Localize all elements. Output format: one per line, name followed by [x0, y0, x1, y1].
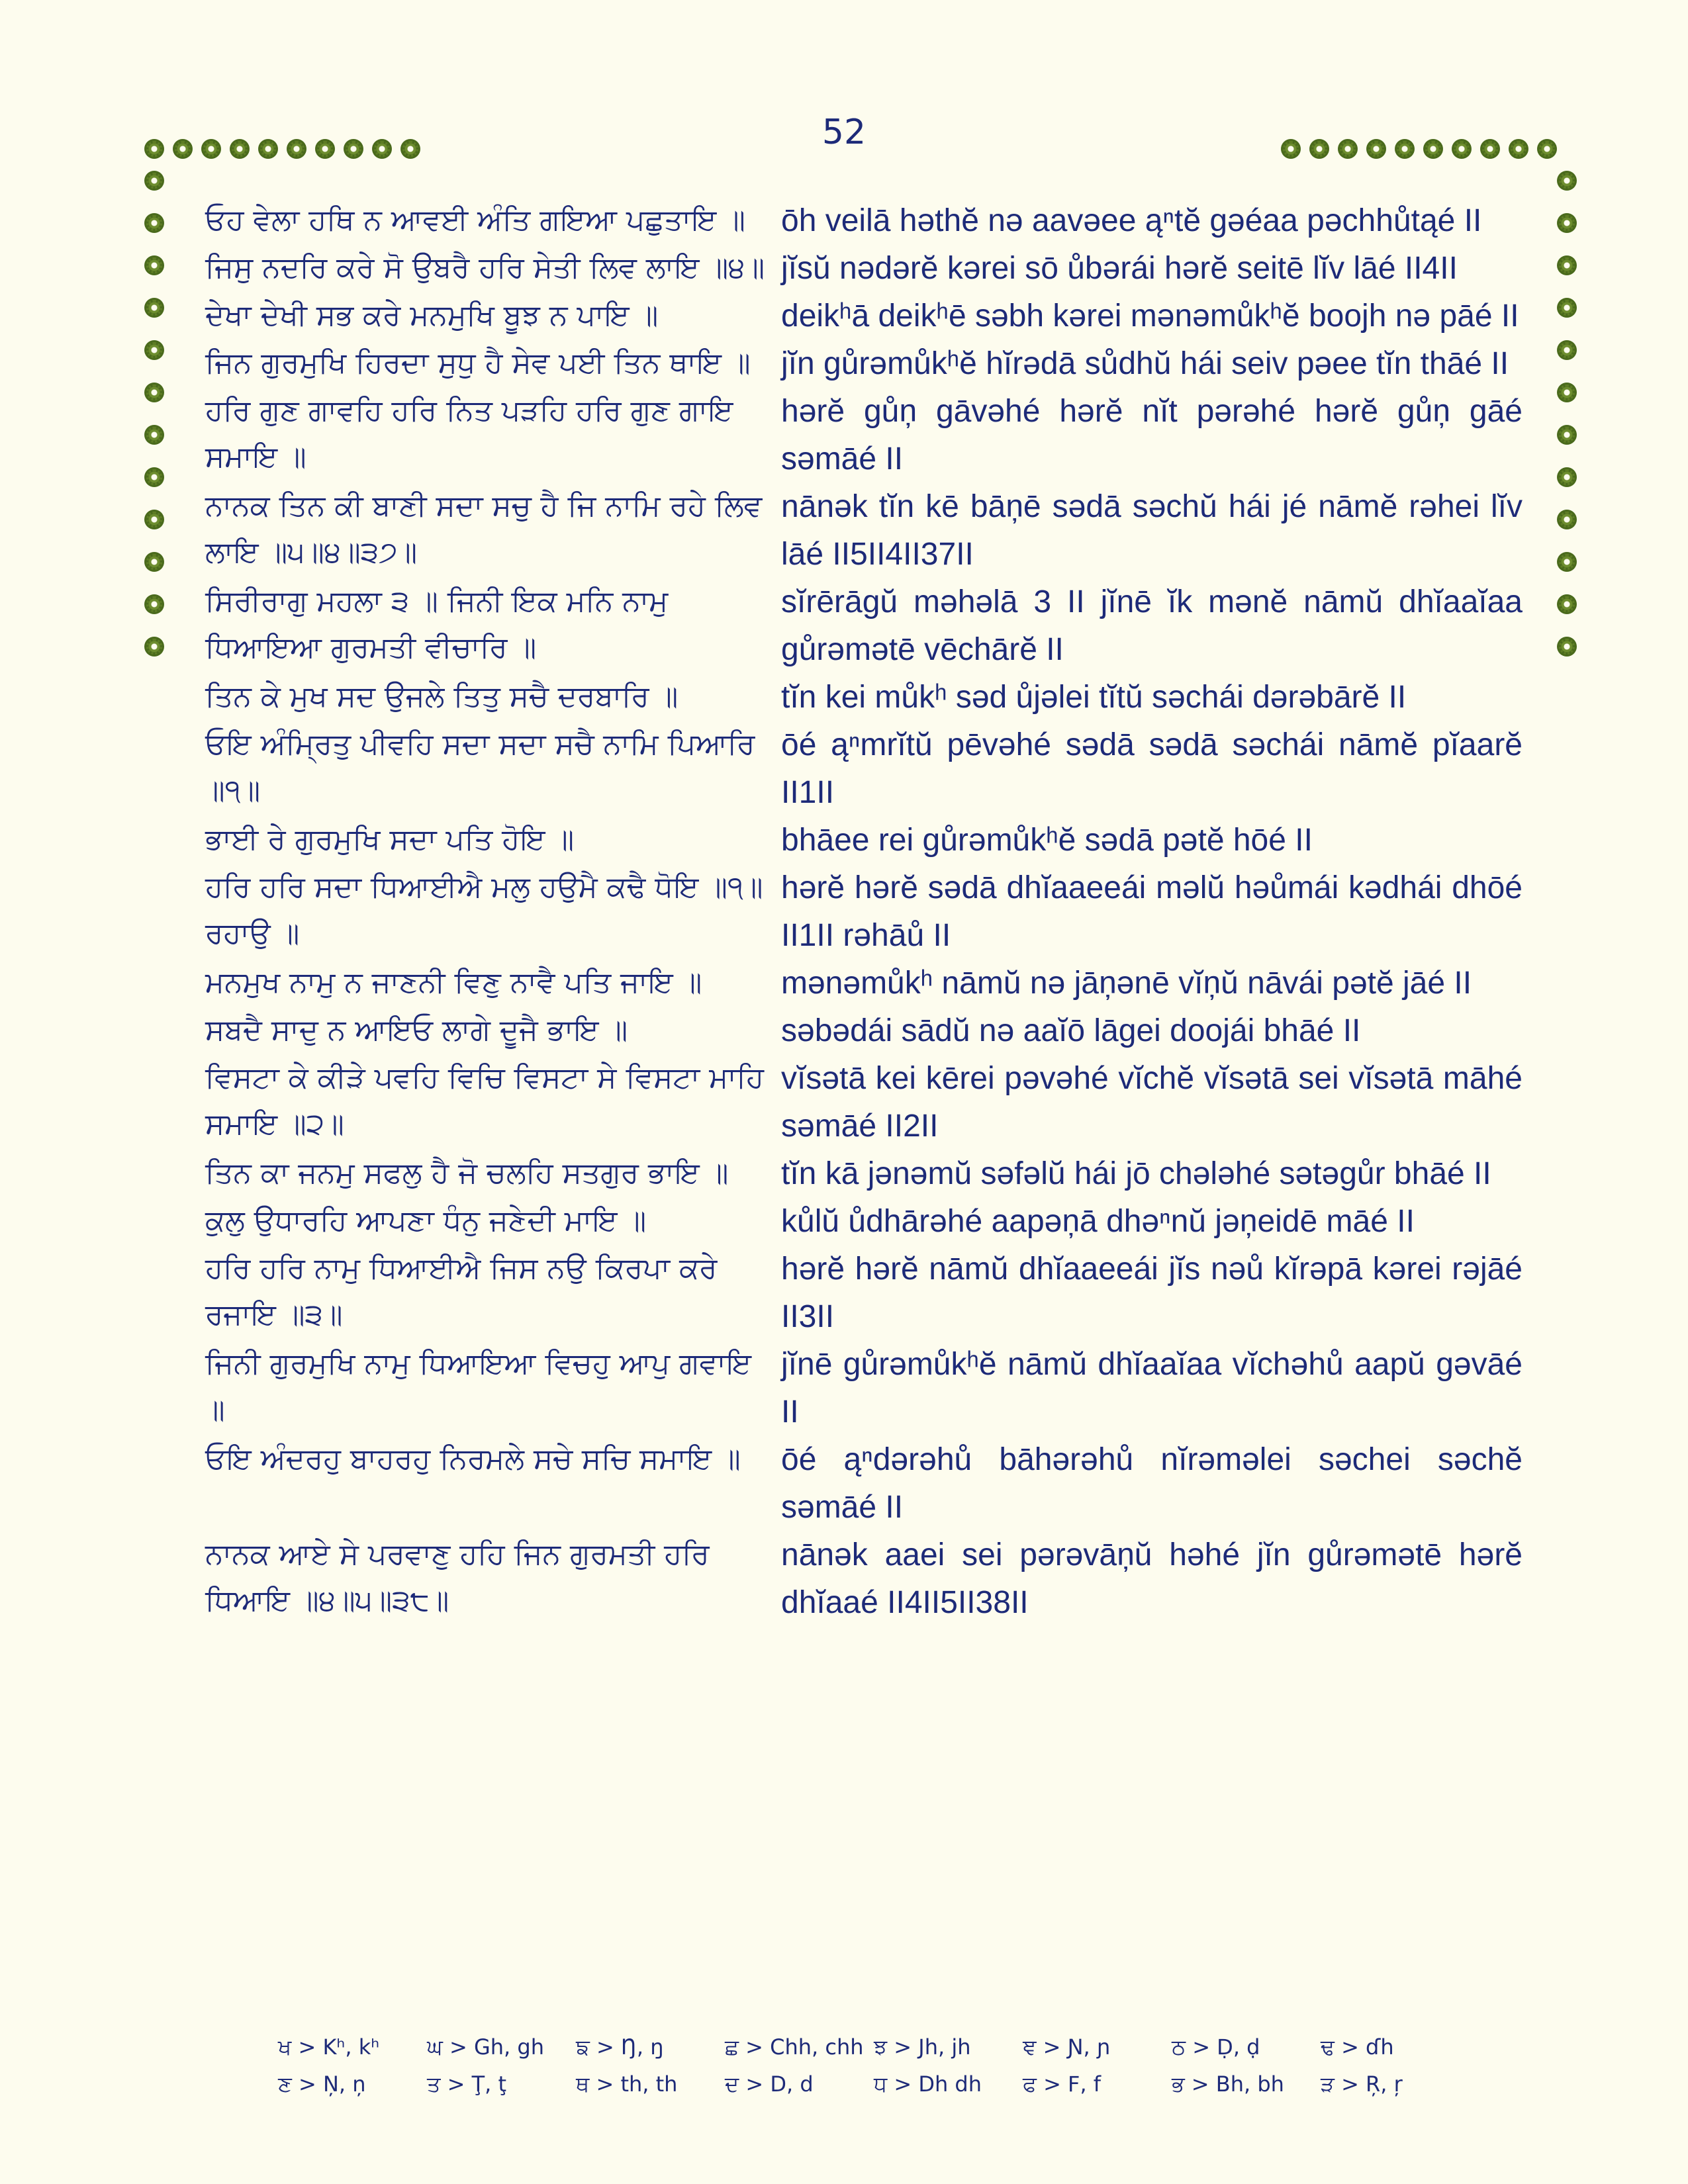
flower-ornament-icon — [1480, 139, 1500, 159]
verse-row — [205, 197, 1523, 245]
verse-row — [205, 578, 1523, 674]
flower-ornament-icon — [1557, 425, 1577, 445]
flower-ornament-icon — [1423, 139, 1443, 159]
flower-ornament-icon — [144, 467, 164, 487]
flower-ornament-icon — [1557, 298, 1577, 318]
legend-item: ਥ > th, th — [576, 2071, 678, 2097]
flower-ornament-icon — [1557, 637, 1577, 657]
gurmukhi-line: ਓਇ ਅੰਦਰਹੁ ਬਾਹਰਹੁ ਨਿਰਮਲੇ ਸਚੇ ਸਚਿ ਸਮਾਇ ॥ — [205, 1442, 741, 1476]
flower-ornament-icon — [1557, 213, 1577, 233]
flower-ornament-icon — [1557, 552, 1577, 572]
gurmukhi-line: ਦੇਖਾ ਦੇਖੀ ਸਭ ਕਰੇ ਮਨਮੁਖਿ ਬੂਝ ਨ ਪਾਇ ॥ — [205, 298, 659, 332]
flower-ornament-icon — [400, 139, 420, 159]
flower-ornament-icon — [1366, 139, 1386, 159]
flower-ornament-icon — [315, 139, 335, 159]
verse-row — [205, 245, 1523, 293]
flower-ornament-icon — [144, 383, 164, 402]
verse-row — [205, 483, 1523, 578]
gurmukhi-line: ਨਾਨਕ ਤਿਨ ਕੀ ਬਾਣੀ ਸਦਾ ਸਚੁ ਹੈ ਜਿ ਨਾਮਿ ਰਹੇ ਲਿਵ ਲਾਇ ॥੫॥੪॥੩੭॥ — [205, 489, 763, 569]
verse-row — [205, 293, 1523, 340]
legend-item: ੜ > Ŗ, ŗ — [1321, 2071, 1403, 2097]
transliteration-line: nānək aaei sei pərəvāņŭ həhé jĭn gůrəmətē hərĕ dhĭaaé II4II5II38II — [781, 1537, 1523, 1620]
flower-ornament-icon — [1395, 139, 1415, 159]
flower-ornament-icon — [344, 139, 363, 159]
gurmukhi-line: ਜਿਨੀ ਗੁਰਮੁਖਿ ਨਾਮੁ ਧਿਆਇਆ ਵਿਚਹੁ ਆਪੁ ਗਵਾਇ ॥ — [205, 1347, 752, 1427]
flower-ornament-icon — [230, 139, 250, 159]
page-number: 52 — [821, 113, 867, 152]
flower-ornament-icon — [1452, 139, 1472, 159]
transliteration-line: ōh veilā həthĕ nə aavəee ąⁿtĕ gəéaa pəchhůtąé II — [781, 203, 1482, 238]
legend-item: ਫ > F, f — [1023, 2071, 1102, 2097]
flower-ornament-icon — [1557, 467, 1577, 487]
gurmukhi-line: ਤਿਨ ਕਾ ਜਨਮੁ ਸਫਲੁ ਹੈ ਜੋ ਚਲਹਿ ਸਤਗੁਰ ਭਾਇ ॥ — [205, 1156, 729, 1190]
flower-ornament-icon — [144, 637, 164, 657]
gurmukhi-line: ਕੁਲੁ ਉਧਾਰਹਿ ਆਪਣਾ ਧੰਨੁ ਜਣੇਦੀ ਮਾਇ ॥ — [205, 1204, 647, 1238]
gurmukhi-line: ਤਿਨ ਕੇ ਮੁਖ ਸਦ ਉਜਲੇ ਤਿਤੁ ਸਚੈ ਦਰਬਾਰਿ ॥ — [205, 680, 679, 713]
flower-ornament-icon — [144, 340, 164, 360]
flower-ornament-icon — [287, 139, 306, 159]
verse-row — [205, 960, 1523, 1007]
verse-row — [205, 674, 1523, 721]
transliteration-line: hərĕ hərĕ sədā dhĭaaeeái məlŭ həůmái kədhái dhōé II1II rəhāů II — [781, 870, 1523, 953]
transliteration-line: səbədái sādŭ nə aaĭō lāgei doojái bhāé II — [781, 1013, 1361, 1048]
gurmukhi-line: ਹਰਿ ਗੁਣ ਗਾਵਹਿ ਹਰਿ ਨਿਤ ਪੜਹਿ ਹਰਿ ਗੁਣ ਗਾਇ ਸਮਾਇ ॥ — [205, 394, 733, 474]
verse-list — [205, 197, 1523, 1627]
flower-ornament-icon — [1509, 139, 1528, 159]
legend-item: ਙ > Ŋ, ŋ — [576, 2034, 664, 2060]
legend-item: ਢ > ɗh — [1321, 2034, 1394, 2060]
gurmukhi-line: ਹਰਿ ਹਰਿ ਨਾਮੁ ਧਿਆਈਐ ਜਿਸ ਨਉ ਕਿਰਪਾ ਕਰੇ ਰਜਾਇ ॥੩॥ — [205, 1251, 718, 1332]
transliteration-line: kůlŭ ůdhārəhé aapəņā dhəⁿnŭ jəņeidē māé II — [781, 1204, 1415, 1239]
flower-ornament-icon — [144, 213, 164, 233]
flower-ornament-icon — [144, 510, 164, 529]
transliteration-legend — [278, 2028, 1470, 2103]
transliteration-line: tĭn kei můkʰ səd ůjəlei tĭtŭ səchái dərəbārĕ II — [781, 680, 1407, 715]
gurmukhi-line: ਨਾਨਕ ਆਏ ਸੇ ਪਰਵਾਣੁ ਹਹਿ ਜਿਨ ਗੁਰਮਤੀ ਹਰਿ ਧਿਆਇ ॥੪॥੫॥੩੮॥ — [205, 1537, 710, 1617]
verse-row — [205, 388, 1523, 483]
flower-ornament-icon — [201, 139, 221, 159]
gurmukhi-line: ਮਨਮੁਖ ਨਾਮੁ ਨ ਜਾਣਨੀ ਵਿਣੁ ਨਾਵੈ ਪਤਿ ਜਾਇ ॥ — [205, 966, 702, 999]
flower-ornament-icon — [144, 171, 164, 191]
legend-item: ਝ > Jh, jh — [874, 2034, 971, 2060]
legend-row — [278, 2066, 1470, 2103]
transliteration-line: jĭn gůrəmůkʰĕ hĭrədā sůdhŭ hái seiv pəee tĭn thāé II — [781, 346, 1509, 381]
verse-row — [205, 1246, 1523, 1341]
flower-ornament-icon — [1309, 139, 1329, 159]
flower-ornament-icon — [144, 425, 164, 445]
legend-item: ਠ > Ḍ, ḍ — [1172, 2034, 1260, 2060]
verse-row — [205, 721, 1523, 817]
verse-row — [205, 864, 1523, 960]
transliteration-line: bhāee rei gůrəmůkʰĕ sədā pətĕ hōé II — [781, 823, 1313, 858]
transliteration-line: deikʰā deikʰē səbh kərei mənəmůkʰĕ boojh nə pāé II — [781, 298, 1519, 334]
flower-ornament-icon — [1338, 139, 1358, 159]
flower-ornament-icon — [144, 552, 164, 572]
legend-row — [278, 2028, 1470, 2066]
verse-row — [205, 1531, 1523, 1627]
transliteration-line: tĭn kā jənəmŭ səfəlŭ hái jō chələhé sətəgůr bhāé II — [781, 1156, 1491, 1191]
gurmukhi-line: ਸਿਰੀਰਾਗੁ ਮਹਲਾ ੩ ॥ ਜਿਨੀ ਇਕ ਮਨਿ ਨਾਮੁ ਧਿਆਇਆ ਗੁਰਮਤੀ ਵੀਚਾਰਿ ॥ — [205, 584, 669, 664]
gurmukhi-line: ਸਬਦੈ ਸਾਦੁ ਨ ਆਇਓ ਲਾਗੇ ਦੂਜੈ ਭਾਇ ॥ — [205, 1013, 628, 1047]
verse-row — [205, 817, 1523, 864]
verse-row — [205, 1436, 1523, 1531]
transliteration-line: sĭrērāgŭ məhəlā 3 II jĭnē ĭk mənĕ nāmŭ dhĭaaĭaa gůrəmətē vēchārĕ II — [781, 584, 1523, 667]
flower-ornament-icon — [1557, 171, 1577, 191]
transliteration-line: ōé ąⁿdərəhů bāhərəhů nĭrəməlei səchei səchĕ səmāé II — [781, 1442, 1523, 1525]
legend-item: ਤ > Ţ, ţ — [427, 2071, 507, 2097]
legend-item: ਦ > D, d — [725, 2071, 814, 2097]
flower-ornament-icon — [1557, 255, 1577, 275]
legend-item: ਧ > Dh dh — [874, 2071, 982, 2097]
flower-ornament-icon — [1557, 510, 1577, 529]
transliteration-line: jĭnē gůrəmůkʰĕ nāmŭ dhĭaaĭaa vĭchəhů aapŭ gəvāé II — [781, 1347, 1523, 1430]
flower-ornament-icon — [258, 139, 278, 159]
flower-ornament-icon — [144, 594, 164, 614]
verse-row — [205, 1055, 1523, 1150]
transliteration-line: vĭsətā kei kērei pəvəhé vĭchĕ vĭsətā sei vĭsətā māhé səmāé II2II — [781, 1061, 1523, 1144]
flower-ornament-icon — [144, 255, 164, 275]
transliteration-line: ōé ąⁿmrĭtŭ pēvəhé sədā sədā səchái nāmĕ pĭaarĕ II1II — [781, 727, 1523, 810]
legend-item: ਛ > Chh, chh — [725, 2034, 864, 2060]
flower-ornament-icon — [1537, 139, 1557, 159]
verse-row — [205, 1198, 1523, 1246]
flower-ornament-icon — [144, 298, 164, 318]
gurmukhi-line: ਹਰਿ ਹਰਿ ਸਦਾ ਧਿਆਈਐ ਮਲੁ ਹਉਮੈ ਕਢੈ ਧੋਇ ॥੧॥ ਰਹਾਉ ॥ — [205, 870, 763, 950]
legend-item: ਞ > Ɲ, ɲ — [1023, 2034, 1111, 2060]
verse-row — [205, 340, 1523, 388]
verse-row — [205, 1341, 1523, 1436]
gurmukhi-line: ਵਿਸਟਾ ਕੇ ਕੀੜੇ ਪਵਹਿ ਵਿਚਿ ਵਿਸਟਾ ਸੇ ਵਿਸਟਾ ਮਾਹਿ ਸਮਾਇ ॥੨॥ — [205, 1061, 764, 1141]
transliteration-line: jĭsŭ nədərĕ kərei sō ůbərái hərĕ seitē lĭv lāé II4II — [781, 251, 1458, 286]
flower-ornament-icon — [173, 139, 193, 159]
gurmukhi-line: ਭਾਈ ਰੇ ਗੁਰਮੁਖਿ ਸਦਾ ਪਤਿ ਹੋਇ ॥ — [205, 823, 575, 856]
legend-item: ਭ > Bh, bh — [1172, 2071, 1284, 2097]
gurmukhi-line: ਜਿਸੁ ਨਦਰਿ ਕਰੇ ਸੋ ਉਬਰੈ ਹਰਿ ਸੇਤੀ ਲਿਵ ਲਾਇ ॥੪॥ — [205, 251, 765, 285]
flower-ornament-icon — [1281, 139, 1301, 159]
legend-item: ਘ > Gh, gh — [427, 2034, 544, 2060]
flower-ornament-icon — [1557, 383, 1577, 402]
flower-ornament-icon — [372, 139, 392, 159]
gurmukhi-line: ਓਇ ਅੰਮ੍ਰਿਤੁ ਪੀਵਹਿ ਸਦਾ ਸਦਾ ਸਚੈ ਨਾਮਿ ਪਿਆਰਿ ॥੧॥ — [205, 727, 755, 807]
flower-ornament-icon — [144, 139, 164, 159]
legend-item: ਣ > Ņ, ņ — [278, 2071, 366, 2097]
transliteration-line: mənəmůkʰ nāmŭ nə jāņənē vĭņŭ nāvái pətĕ jāé II — [781, 966, 1472, 1001]
transliteration-line: hərĕ gůņ gāvəhé hərĕ nĭt pərəhé hərĕ gůņ gāé səmāé II — [781, 394, 1523, 477]
flower-ornament-icon — [1557, 594, 1577, 614]
verse-row — [205, 1150, 1523, 1198]
transliteration-line: hərĕ hərĕ nāmŭ dhĭaaeeái jĭs nəů kĭrəpā kərei rəjāé II3II — [781, 1251, 1523, 1334]
transliteration-line: nānək tĭn kē bāņē sədā səchŭ hái jé nāmĕ rəhei lĭv lāé II5II4II37II — [781, 489, 1523, 572]
legend-item: ਖ > Kʰ, kʰ — [278, 2034, 380, 2060]
flower-ornament-icon — [1557, 340, 1577, 360]
gurmukhi-line: ਜਿਨ ਗੁਰਮੁਖਿ ਹਿਰਦਾ ਸੁਧੁ ਹੈ ਸੇਵ ਪਈ ਤਿਨ ਥਾਇ ॥ — [205, 346, 751, 380]
verse-row — [205, 1007, 1523, 1055]
gurmukhi-line: ਓਹ ਵੇਲਾ ਹਥਿ ਨ ਆਵਈ ਅੰਤਿ ਗਇਆ ਪਛੁਤਾਇ ॥ — [205, 203, 745, 237]
